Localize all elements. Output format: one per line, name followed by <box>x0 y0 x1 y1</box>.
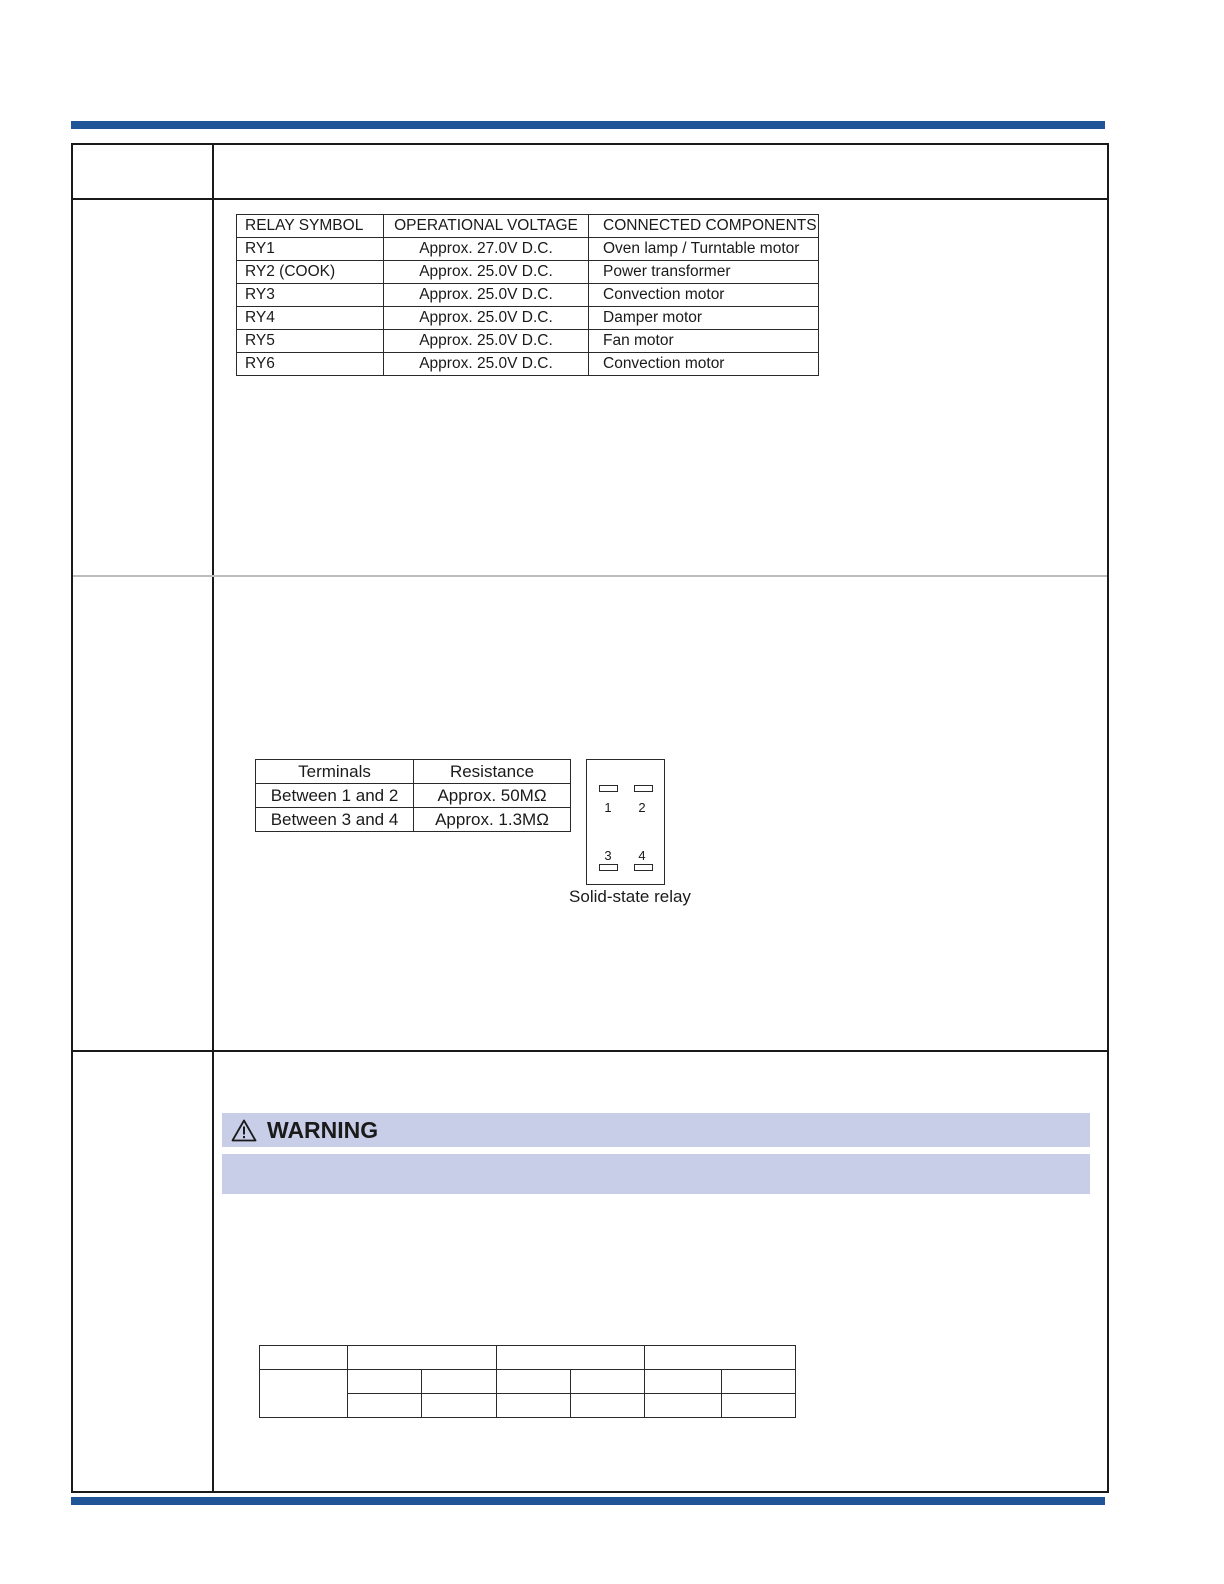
grid-cell <box>348 1346 497 1370</box>
header-cell: RELAY SYMBOL <box>237 215 384 238</box>
relay-symbol: RY2 (COOK) <box>237 261 384 284</box>
table-row <box>237 238 819 261</box>
table-row <box>237 330 819 353</box>
grid-cell <box>645 1346 796 1370</box>
operational-voltage: Approx. 25.0V D.C. <box>384 284 589 307</box>
measurement-grid <box>259 1345 796 1418</box>
header-cell: Terminals <box>256 760 414 784</box>
grid-cell <box>722 1370 796 1394</box>
terminals-cell: Between 3 and 4 <box>256 808 414 832</box>
header-cell: OPERATIONAL VOLTAGE <box>384 215 589 238</box>
pin-label: 3 <box>604 848 612 863</box>
pin-label: 4 <box>638 848 646 863</box>
relay-symbol: RY5 <box>237 330 384 353</box>
operational-voltage: Approx. 25.0V D.C. <box>384 261 589 284</box>
grid-cell <box>571 1370 645 1394</box>
resistance-cell: Approx. 50MΩ <box>414 784 571 808</box>
operational-voltage: Approx. 25.0V D.C. <box>384 330 589 353</box>
table-header-row <box>237 215 819 238</box>
grid-cell <box>645 1394 722 1418</box>
pin-pad <box>599 864 618 871</box>
connected-components: Damper motor <box>589 307 819 330</box>
relay-symbol: RY4 <box>237 307 384 330</box>
relay-symbol: RY1 <box>237 238 384 261</box>
grid-cell <box>260 1346 348 1370</box>
relay-symbol: RY6 <box>237 353 384 376</box>
pin-pad <box>599 785 618 792</box>
operational-voltage: Approx. 25.0V D.C. <box>384 307 589 330</box>
footer-rule <box>71 1497 1105 1505</box>
connected-components: Convection motor <box>589 284 819 307</box>
resistance-cell: Approx. 1.3MΩ <box>414 808 571 832</box>
section-divider-1 <box>73 575 1107 577</box>
grid-cell <box>722 1394 796 1418</box>
pin-label: 1 <box>604 800 612 815</box>
grid-cell <box>422 1394 497 1418</box>
resistance-table <box>255 759 571 832</box>
connected-components: Power transformer <box>589 261 819 284</box>
table-row <box>260 1370 796 1394</box>
solid-state-relay-diagram <box>586 759 665 885</box>
operational-voltage: Approx. 25.0V D.C. <box>384 353 589 376</box>
pin-label: 2 <box>638 800 646 815</box>
table-header-row <box>256 760 571 784</box>
operational-voltage: Approx. 27.0V D.C. <box>384 238 589 261</box>
table-row <box>237 284 819 307</box>
pin-pad <box>634 864 653 871</box>
grid-cell <box>497 1370 571 1394</box>
warning-title: WARNING <box>267 1117 379 1143</box>
relay-caption: Solid-state relay <box>569 887 691 906</box>
table-row <box>237 353 819 376</box>
table-row <box>260 1346 796 1370</box>
table-row <box>237 307 819 330</box>
relay-symbol: RY3 <box>237 284 384 307</box>
header-rule <box>71 121 1105 129</box>
header-cell: CONNECTED COMPONENTS <box>589 215 819 238</box>
column-divider <box>212 145 214 1491</box>
grid-cell <box>571 1394 645 1418</box>
grid-cell <box>422 1370 497 1394</box>
warning-triangle-icon <box>231 1119 257 1142</box>
connected-components: Fan motor <box>589 330 819 353</box>
pin-pad <box>634 785 653 792</box>
header-cell: Resistance <box>414 760 571 784</box>
table-row <box>256 808 571 832</box>
grid-cell <box>348 1394 422 1418</box>
header-row-divider <box>73 198 1107 200</box>
grid-cell <box>348 1370 422 1394</box>
grid-cell <box>497 1394 571 1418</box>
grid-cell <box>260 1370 348 1418</box>
terminals-cell: Between 1 and 2 <box>256 784 414 808</box>
table-row <box>256 784 571 808</box>
warning-banner <box>222 1113 1090 1147</box>
connected-components: Oven lamp / Turntable motor <box>589 238 819 261</box>
relay-table <box>236 214 819 376</box>
grid-cell <box>497 1346 645 1370</box>
table-row <box>237 261 819 284</box>
connected-components: Convection motor <box>589 353 819 376</box>
warning-body <box>222 1154 1090 1194</box>
grid-cell <box>645 1370 722 1394</box>
section-divider-2 <box>73 1050 1107 1052</box>
